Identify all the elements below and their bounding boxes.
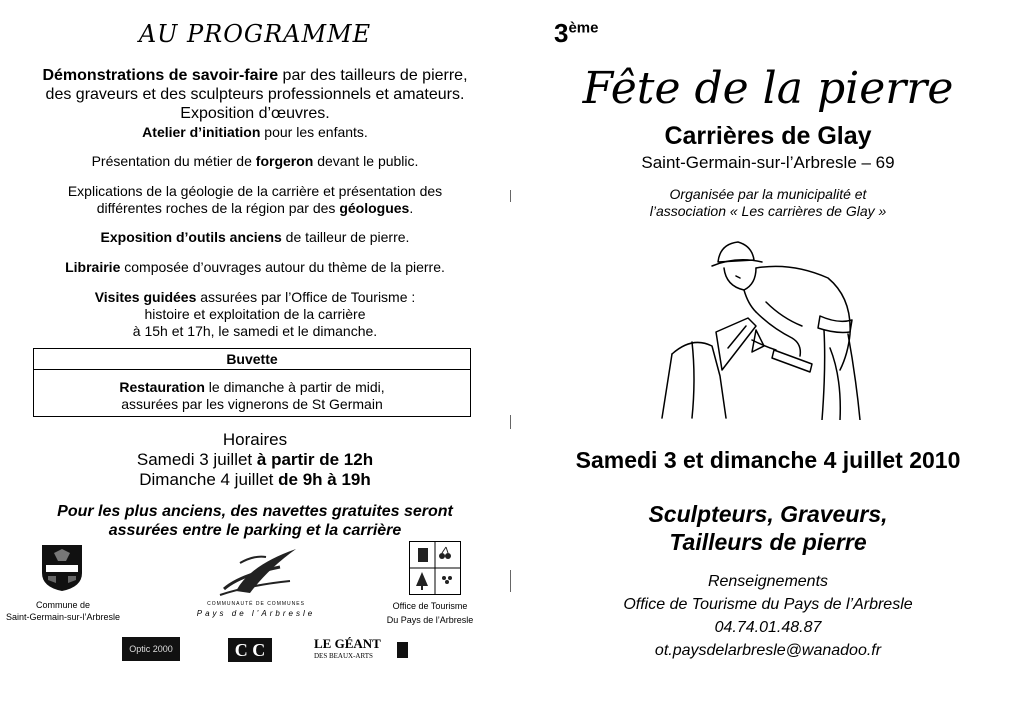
navettes-notice: Pour les plus anciens, des navettes gratuites seront assurées entre le parking et la carrière [57,503,453,539]
fold-mark [510,570,511,592]
comcom-caption: COMMUNAUTÉ DE COMMUNES Pays de l’Arbresle [196,601,316,618]
fold-mark [510,415,511,429]
office-tourisme-caption: Office de Tourisme Du Pays de l’Arbresle [386,601,474,625]
geant-logo: LE GÉANT DES BEAUX-ARTS [314,637,408,663]
optic2000-logo: Optic 2000 [122,637,180,661]
sculpteurs-heading: Sculpteurs, Graveurs, Tailleurs de pierre [648,501,888,555]
buvette-title: Buvette [34,349,470,370]
outils-paragraph: Exposition d’outils anciens de tailleur de pierre. [100,229,410,245]
fete-title: Fête de la pierre [582,63,954,114]
librairie-paragraph: Librairie composée d’ouvrages autour du thème de la pierre. [65,259,445,275]
visites-paragraph: Visites guidées assurées par l’Office de Tourisme : histoire et exploitation de la carrière à 15h et 17h, le samedi et le dimanche. [94,289,416,339]
shield-icon [40,543,84,593]
email-address[interactable]: ot.paysdelarbresle@wanadoo.fr [654,642,882,659]
fold-mark [510,190,511,202]
restauration-text: Restauration le dimanche à partir de midi, assurées par les vignerons de St Germain [119,379,385,412]
tourism-symbols-icon [410,542,460,594]
horaires-title: Horaires [222,430,288,449]
horaires-samedi: Samedi 3 juillet à partir de 12h [136,450,374,469]
stone-cutter-illustration [652,238,862,420]
demonstrations-paragraph: Démonstrations de savoir-faire par des tailleurs de pierre, des graveurs et des sculpteurs professionnels et amateurs. Exposition d’œuvres. Atelier d’initiation pour les enfants. [42,67,468,140]
location-text: Saint-Germain-sur-l’Arbresle – 69 [641,153,895,172]
phone-number: 04.74.01.48.87 [714,619,822,636]
buvette-box [33,348,471,417]
commune-logo [40,543,84,593]
horaires-dimanche: Dimanche 4 juillet de 9h à 19h [139,470,371,489]
right-page [512,0,1024,724]
stone-cutter-icon [652,238,862,420]
horaires-block [30,430,480,490]
edition-number: 3ème [554,18,599,48]
office-name: Office de Tourisme du Pays de l’Arbresle [623,596,913,613]
cc-logo: C C [228,638,272,662]
geologie-paragraph: Explications de la géologie de la carrière et présentation des différentes roches de la région par des géologues. [67,183,443,216]
organisee-text: Organisée par la municipalité et l’association « Les carrières de Glay » [649,186,887,219]
office-tourisme-logo [409,541,461,595]
commune-caption: Commune de Saint-Germain-sur-l’Arbresle [5,600,121,622]
renseignements-title: Renseignements [707,573,829,590]
event-dates: Samedi 3 et dimanche 4 juillet 2010 [575,447,961,473]
forgeron-paragraph: Présentation du métier de forgeron devant le public. [91,153,419,169]
programme-title: AU PROGRAMME [138,20,372,48]
renseignements-block [512,570,1024,662]
leaf-swoosh-icon [210,545,300,601]
carrieres-title: Carrières de Glay [664,122,872,150]
comcom-logo [210,545,300,601]
